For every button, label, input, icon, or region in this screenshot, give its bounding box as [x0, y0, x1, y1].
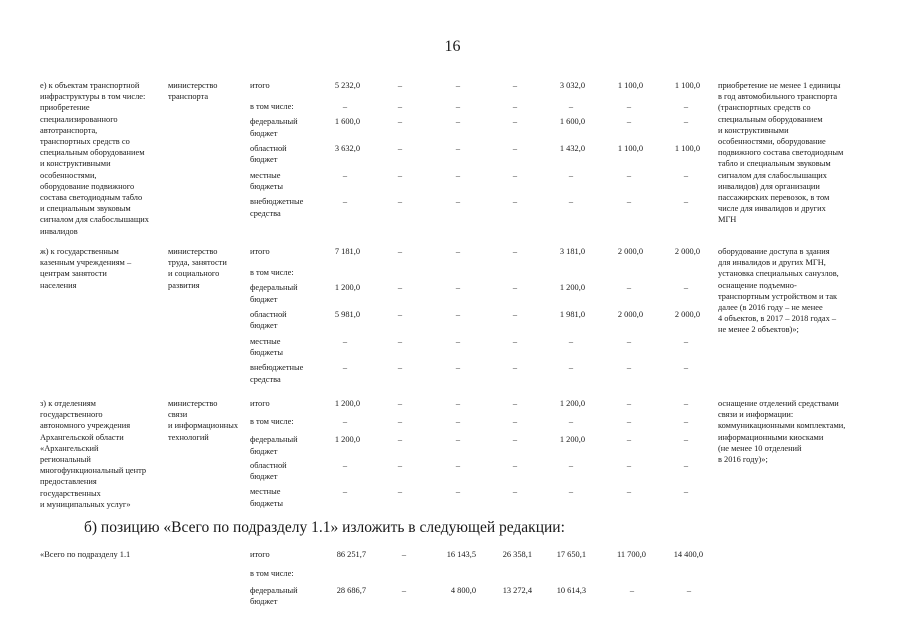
table-cell-value: 1 100,0 — [674, 81, 700, 90]
item-name-line: населения — [40, 280, 77, 290]
expected-result-line: инвалидов) для организации — [718, 181, 820, 191]
table-cell-value: 17 650,1 — [556, 550, 586, 559]
funding-source-label: в том числе: — [250, 268, 294, 278]
table-cell-value: 2 000,0 — [617, 247, 643, 256]
table-cell-dash: – — [512, 102, 518, 112]
item-name-line: з) к отделениям — [40, 399, 96, 408]
table-cell-dash: – — [683, 363, 689, 373]
table-cell-value: 3 632,0 — [334, 143, 360, 153]
funding-source-label: итого — [250, 247, 270, 256]
item-name-line: ж) к государственным — [40, 247, 119, 256]
funding-source-label: бюджет — [250, 128, 278, 138]
table-cell-dash: – — [683, 435, 689, 445]
expected-result-line: в год автомобильного транспорта — [718, 92, 838, 102]
table-cell-value: 1 600,0 — [334, 117, 360, 127]
funding-source-label: итого — [250, 550, 270, 559]
expected-result-line: приобретение не менее 1 единицы — [718, 81, 841, 90]
expected-result-line: информационными киосками — [718, 432, 824, 442]
item-name-line: Архангельской области — [40, 432, 124, 442]
item-name-line: е) к объектам транспортной — [40, 81, 140, 90]
table-cell-dash: – — [397, 487, 403, 497]
table-cell-dash: – — [626, 399, 632, 408]
item-name-line: особенностями, — [40, 170, 97, 180]
executor-line: министерство — [168, 399, 218, 408]
item-name-line: автономного учреждения — [40, 421, 131, 431]
table-cell-dash: – — [626, 460, 632, 470]
executor-line: технологий — [168, 432, 209, 442]
funding-source-label: федеральный — [250, 283, 298, 293]
funding-source-label: областной — [250, 309, 287, 319]
table-cell-dash: – — [626, 416, 632, 426]
table-cell-dash: – — [342, 336, 348, 346]
expected-result-line: в 2016 году)»; — [718, 455, 768, 464]
table-cell-dash: – — [683, 336, 689, 346]
funding-source-label: итого — [250, 399, 270, 408]
table-cell-dash: – — [512, 197, 518, 207]
table-cell-value: 26 358,1 — [502, 550, 532, 559]
table-cell-dash: – — [512, 460, 518, 470]
expected-result-line: далее (в 2016 году – не менее — [718, 303, 823, 312]
table-cell-dash: – — [455, 399, 461, 408]
table-cell-value: 5 981,0 — [334, 309, 360, 319]
executor-line: министерство — [168, 247, 218, 256]
table-cell-dash: – — [626, 435, 632, 445]
funding-source-label: бюджет — [250, 471, 278, 481]
table-cell-value: 14 400,0 — [673, 550, 703, 559]
table-cell-dash: – — [512, 143, 518, 153]
table-cell-value: 16 143,5 — [446, 550, 476, 559]
funding-source-label: местные — [250, 170, 281, 180]
table-cell-dash: – — [455, 460, 461, 470]
expected-result-line: табло и специальным звуковым — [718, 159, 831, 169]
executor-line: министерство — [168, 81, 218, 90]
table-cell-value: 4 800,0 — [450, 585, 476, 595]
table-cell-dash: – — [512, 247, 518, 256]
table-cell-dash: – — [397, 435, 403, 445]
funding-source-label: внебюджетные — [250, 197, 304, 207]
table-cell-dash: – — [397, 81, 403, 90]
table-cell-value: 7 181,0 — [334, 247, 360, 256]
table-cell-dash: – — [397, 399, 403, 408]
table-cell-dash: – — [568, 416, 574, 426]
table-cell-dash: – — [342, 416, 348, 426]
table-cell-dash: – — [683, 170, 689, 180]
funding-source-label: местные — [250, 336, 281, 346]
table-cell-dash: – — [512, 283, 518, 293]
table-cell-dash: – — [512, 81, 518, 90]
table-cell-value: 11 700,0 — [616, 550, 646, 559]
amendment-heading: б) позицию «Всего по подразделу 1.1» изложить в следующей редакции: — [84, 519, 565, 536]
expected-result-line: пассажирских перевозок, в том — [718, 193, 830, 202]
funding-source-label: в том числе: — [250, 102, 294, 112]
table-cell-value: 1 200,0 — [334, 283, 360, 293]
table-cell-dash: – — [455, 247, 461, 256]
expected-result-line: (транспортных средств со — [718, 103, 811, 113]
expected-result-line: сигналом для слабослышащих — [718, 170, 827, 180]
page-number: 16 — [444, 38, 461, 55]
table-cell-dash: – — [512, 363, 518, 373]
funding-source-label: бюджет — [250, 597, 278, 607]
table-cell-dash: – — [568, 363, 574, 373]
table-cell-value: 1 432,0 — [559, 143, 585, 153]
table-cell-dash: – — [397, 143, 403, 153]
expected-result-line: оборудование доступа в здания — [718, 247, 830, 256]
funding-source-label: бюджет — [250, 446, 278, 456]
table-cell-dash: – — [683, 283, 689, 293]
expected-result-line: оснащение отделений средствами — [718, 399, 839, 408]
item-name-line: состава светодиодным табло — [40, 193, 143, 202]
table-cell-dash: – — [397, 117, 403, 127]
funding-source-label: бюджеты — [250, 347, 284, 357]
table-cell-dash: – — [455, 336, 461, 346]
expected-result-line: транспортным устройством и так — [718, 291, 838, 301]
item-name-line: инфраструктуры в том числе: — [40, 92, 146, 102]
funding-source-label: внебюджетные — [250, 363, 304, 373]
expected-result-line: не менее 2 объектов)»; — [718, 325, 799, 335]
table-cell-value: 2 000,0 — [617, 309, 643, 319]
table-cell-dash: – — [626, 283, 632, 293]
funding-source-label: в том числе: — [250, 416, 294, 426]
table-cell-dash: – — [683, 399, 689, 408]
executor-line: связи — [168, 410, 188, 420]
table-cell-dash: – — [512, 435, 518, 445]
expected-result-line: коммуникационными комплектами, — [718, 421, 846, 431]
funding-source-label: местные — [250, 487, 281, 497]
item-name-line: «Всего по подразделу 1.1 — [40, 550, 131, 559]
item-name-line: предоставления — [40, 477, 97, 487]
table-cell-dash: – — [342, 460, 348, 470]
table-cell-dash: – — [683, 102, 689, 112]
table-cell-value: 86 251,7 — [336, 550, 366, 559]
item-name-line: государственных — [40, 488, 101, 498]
item-name-line: центрам занятости — [40, 269, 107, 279]
funding-source-label: средства — [250, 374, 281, 384]
expected-result-line: специальным оборудованием — [718, 114, 823, 124]
funding-source-label: областной — [250, 460, 287, 470]
table-cell-dash: – — [686, 585, 692, 595]
table-cell-value: 2 000,0 — [674, 309, 700, 319]
table-cell-value: 1 100,0 — [617, 81, 643, 90]
table-cell-dash: – — [455, 487, 461, 497]
executor-line: транспорта — [168, 92, 209, 102]
table-cell-dash: – — [683, 460, 689, 470]
table-cell-dash: – — [512, 336, 518, 346]
funding-source-label: бюджеты — [250, 181, 284, 191]
expected-result-line: 4 объектов, в 2017 – 2018 годах – — [718, 314, 837, 324]
table-cell-dash: – — [626, 197, 632, 207]
funding-source-label: средства — [250, 208, 281, 218]
table-cell-value: 1 200,0 — [334, 435, 360, 445]
executor-line: и информационных — [168, 421, 239, 431]
table-cell-dash: – — [455, 197, 461, 207]
item-name-line: «Архангельский — [40, 443, 99, 453]
table-cell-dash: – — [568, 460, 574, 470]
executor-line: и социального — [168, 269, 220, 279]
item-name-line: казенным учреждениям – — [40, 258, 132, 268]
table-cell-dash: – — [683, 487, 689, 497]
table-cell-dash: – — [626, 117, 632, 127]
table-cell-dash: – — [568, 336, 574, 346]
table-cell-dash: – — [342, 102, 348, 112]
table-cell-value: 1 200,0 — [559, 283, 585, 293]
table-cell-dash: – — [568, 170, 574, 180]
table-cell-dash: – — [683, 416, 689, 426]
table-cell-dash: – — [512, 487, 518, 497]
funding-source-label: в том числе: — [250, 569, 294, 579]
table-cell-dash: – — [397, 247, 403, 256]
table-cell-value: 3 032,0 — [559, 81, 585, 90]
table-cell-dash: – — [397, 283, 403, 293]
table-cell-dash: – — [397, 460, 403, 470]
item-name-line: и конструктивными — [40, 159, 111, 169]
table-cell-dash: – — [455, 170, 461, 180]
item-name-line: многофункциональный центр — [40, 466, 147, 476]
table-cell-dash: – — [401, 585, 407, 595]
table-cell-value: 28 686,7 — [336, 585, 366, 595]
table-cell-dash: – — [455, 363, 461, 373]
table-cell-value: 1 200,0 — [559, 435, 585, 445]
item-name-line: транспортных средств со — [40, 137, 130, 146]
table-cell-dash: – — [512, 399, 518, 408]
table-cell-dash: – — [629, 585, 635, 595]
table-cell-dash: – — [401, 550, 407, 559]
expected-result-line: связи и информации: — [718, 410, 794, 420]
item-name-line: специальным оборудованием — [40, 148, 145, 158]
funding-source-label: бюджеты — [250, 498, 284, 508]
funding-source-label: бюджет — [250, 294, 278, 304]
funding-source-label: бюджет — [250, 320, 278, 330]
item-name-line: региональный — [40, 455, 91, 464]
table-cell-value: 3 181,0 — [559, 247, 585, 256]
table-cell-dash: – — [455, 143, 461, 153]
expected-result-line: для инвалидов и других МГН, — [718, 258, 826, 268]
expected-result-line: числе для инвалидов и других — [718, 204, 826, 214]
table-cell-dash: – — [397, 363, 403, 373]
table-cell-dash: – — [397, 416, 403, 426]
table-cell-value: 10 614,3 — [556, 585, 586, 595]
table-cell-value: 1 600,0 — [559, 117, 585, 127]
funding-source-label: бюджет — [250, 154, 278, 164]
item-name-line: оборудование подвижного — [40, 181, 135, 191]
executor-line: труда, занятости — [168, 258, 227, 268]
table-cell-dash: – — [397, 309, 403, 319]
table-cell-dash: – — [568, 197, 574, 207]
table-cell-dash: – — [568, 487, 574, 497]
table-cell-dash: – — [342, 197, 348, 207]
item-name-line: приобретение — [40, 103, 90, 113]
table-cell-dash: – — [626, 102, 632, 112]
expected-result-line: подвижного состава светодиодным — [718, 148, 844, 158]
table-cell-value: 1 200,0 — [559, 399, 585, 408]
table-cell-dash: – — [626, 363, 632, 373]
table-cell-dash: – — [455, 435, 461, 445]
table-cell-value: 1 981,0 — [559, 309, 585, 319]
expected-result-line: (не менее 10 отделений — [718, 443, 802, 453]
table-cell-dash: – — [683, 117, 689, 127]
item-name-line: государственного — [40, 410, 103, 420]
table-cell-value: 13 272,4 — [502, 585, 532, 595]
table-cell-dash: – — [455, 416, 461, 426]
item-name-line: сигналом для слабослышащих — [40, 215, 149, 225]
item-name-line: и специальным звуковым — [40, 204, 131, 214]
table-cell-value: 1 200,0 — [334, 399, 360, 408]
funding-source-label: федеральный — [250, 117, 298, 127]
table-cell-dash: – — [342, 363, 348, 373]
item-name-line: инвалидов — [40, 226, 78, 236]
table-cell-dash: – — [512, 170, 518, 180]
table-cell-dash: – — [397, 170, 403, 180]
table-cell-dash: – — [455, 309, 461, 319]
table-cell-dash: – — [512, 309, 518, 319]
table-cell-dash: – — [626, 170, 632, 180]
funding-source-label: итого — [250, 81, 270, 90]
table-cell-dash: – — [455, 81, 461, 90]
expected-result-line: особенностями, оборудование — [718, 137, 826, 146]
table-cell-dash: – — [397, 197, 403, 207]
expected-result-line: установка специальных санузлов, — [718, 269, 839, 279]
executor-line: развития — [168, 280, 200, 290]
table-cell-value: 2 000,0 — [674, 247, 700, 256]
expected-result-line: и конструктивными — [718, 125, 789, 135]
table-cell-dash: – — [455, 283, 461, 293]
table-cell-dash: – — [342, 170, 348, 180]
table-cell-dash: – — [626, 487, 632, 497]
funding-source-label: федеральный — [250, 585, 298, 595]
table-cell-dash: – — [342, 487, 348, 497]
funding-source-label: федеральный — [250, 435, 298, 445]
expected-result-line: МГН — [718, 215, 737, 225]
item-name-line: специализированного — [40, 114, 118, 124]
table-cell-dash: – — [512, 117, 518, 127]
table-cell-dash: – — [455, 102, 461, 112]
table-cell-value: 1 100,0 — [674, 143, 700, 153]
funding-source-label: областной — [250, 143, 287, 153]
item-name-line: автотранспорта, — [40, 125, 98, 135]
table-cell-dash: – — [397, 102, 403, 112]
table-cell-value: 1 100,0 — [617, 143, 643, 153]
item-name-line: и муниципальных услуг» — [40, 499, 131, 509]
table-cell-dash: – — [455, 117, 461, 127]
expected-result-line: оснащение подъемно- — [718, 280, 797, 290]
table-cell-dash: – — [397, 336, 403, 346]
table-cell-dash: – — [512, 416, 518, 426]
table-cell-dash: – — [683, 197, 689, 207]
table-cell-value: 5 232,0 — [334, 81, 360, 90]
table-cell-dash: – — [568, 102, 574, 112]
table-cell-dash: – — [626, 336, 632, 346]
